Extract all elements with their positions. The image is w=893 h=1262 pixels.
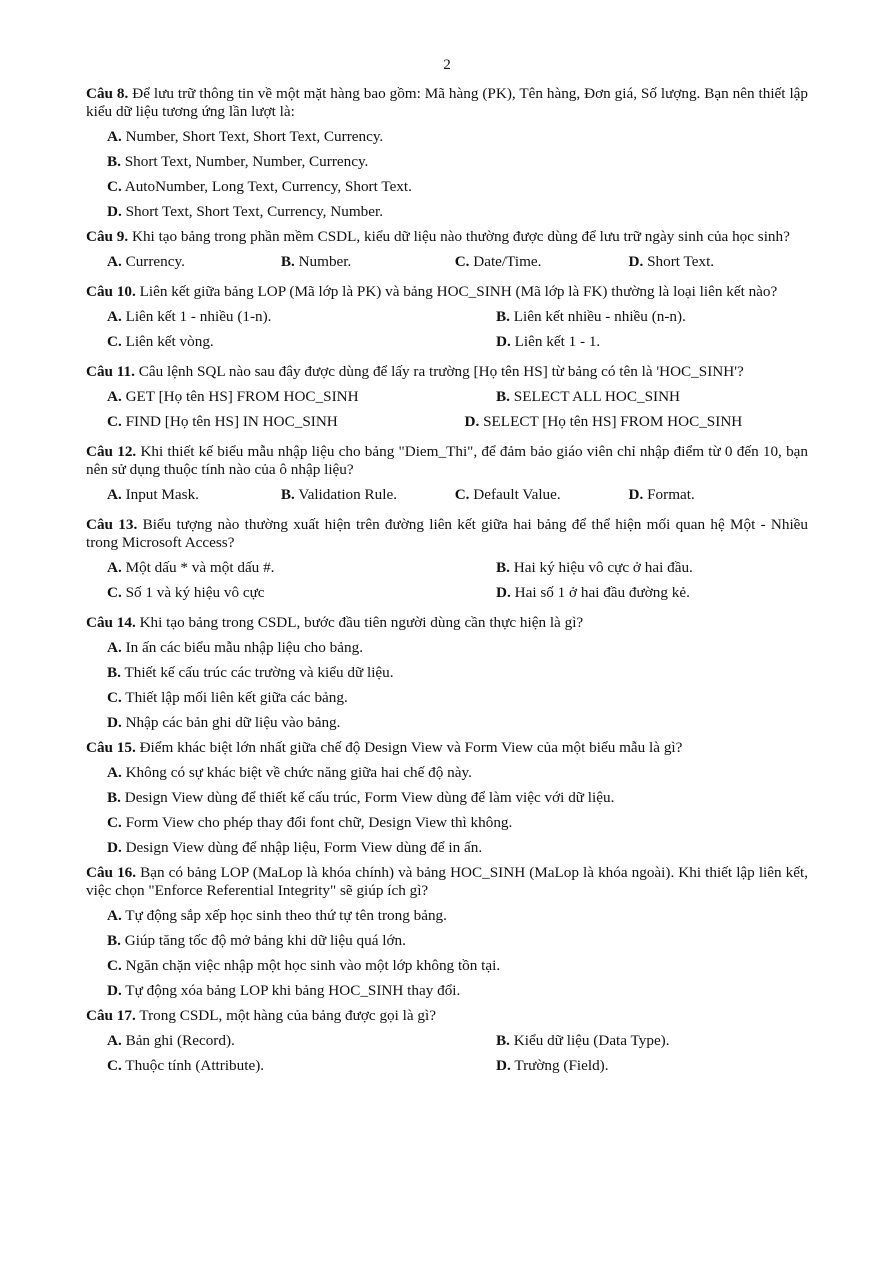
option-text: In ấn các biểu mẫu nhập liệu cho bảng.: [125, 639, 363, 656]
page-number: 2: [443, 56, 451, 73]
question-stem: [86, 739, 808, 757]
option-label: C.: [107, 413, 122, 430]
question-stem: [86, 85, 808, 121]
option-text: Currency.: [125, 253, 185, 270]
option-label: D.: [496, 584, 511, 601]
option-b: [107, 153, 808, 171]
option-d: [496, 333, 797, 351]
option-label: C.: [107, 689, 122, 706]
question-label: Câu 12.: [86, 443, 137, 460]
question-text: Khi tạo bảng trong phần mềm CSDL, kiểu dữ liệu nào thường được dùng để lưu trữ ngày sinh của học sinh?: [132, 228, 790, 245]
option-label: C.: [107, 957, 122, 974]
option-text: SELECT ALL HOC_SINH: [513, 388, 681, 405]
option-b: [496, 308, 797, 326]
option-text: Tự động sắp xếp học sinh theo thứ tự tên trong bảng.: [125, 907, 447, 924]
option-a: [107, 559, 496, 577]
option-label: B.: [107, 664, 121, 681]
option-label: C.: [107, 584, 122, 601]
question-15: [86, 739, 808, 857]
question-12: [86, 443, 808, 511]
option-text: Input Mask.: [125, 486, 199, 503]
option-d: [107, 982, 808, 1000]
option-d: [496, 584, 797, 602]
option-label: D.: [628, 486, 644, 503]
question-label: Câu 13.: [86, 516, 138, 533]
option-label: D.: [107, 714, 122, 731]
option-a: [107, 253, 281, 271]
option-label: B.: [280, 253, 295, 270]
option-text: Nhập các bản ghi dữ liệu vào bảng.: [125, 714, 341, 731]
question-17: [86, 1007, 808, 1082]
option-label: B.: [107, 153, 121, 170]
option-a: [107, 764, 808, 782]
option-text: AutoNumber, Long Text, Currency, Short Text.: [124, 178, 412, 195]
option-a: [107, 639, 808, 657]
option-text: Date/Time.: [473, 253, 542, 270]
option-d: [465, 413, 801, 431]
option-a: [107, 308, 496, 326]
option-c: [107, 178, 808, 196]
option-text: Trường (Field).: [514, 1057, 609, 1074]
option-text: Không có sự khác biệt về chức năng giữa hai chế độ này.: [125, 764, 472, 781]
option-label: A.: [107, 907, 122, 924]
answer-options: [107, 308, 808, 358]
option-label: A.: [107, 128, 122, 145]
option-label: A.: [107, 486, 122, 503]
option-d: [496, 1057, 797, 1075]
option-label: B.: [496, 559, 510, 576]
option-text: Hai ký hiệu vô cực ở hai đầu.: [513, 559, 693, 576]
question-stem: [86, 228, 808, 246]
option-label: D.: [107, 982, 122, 999]
option-text: Ngăn chặn việc nhập một học sinh vào một lớp không tồn tại.: [125, 957, 501, 974]
question-13: [86, 516, 808, 609]
question-16: [86, 864, 808, 1000]
option-a: [107, 128, 808, 146]
question-text: Trong CSDL, một hàng của bảng được gọi là gì?: [139, 1007, 436, 1024]
question-stem: [86, 1007, 808, 1025]
option-text: SELECT [Họ tên HS] FROM HOC_SINH: [483, 413, 743, 430]
option-c: [107, 584, 496, 602]
question-label: Câu 14.: [86, 614, 136, 631]
option-a: [107, 1032, 496, 1050]
option-text: Form View cho phép thay đổi font chữ, Design View thì không.: [125, 814, 513, 831]
option-label: B.: [496, 388, 510, 405]
option-a: [107, 907, 808, 925]
option-text: Bản ghi (Record).: [125, 1032, 235, 1049]
question-text: Để lưu trữ thông tin về một mặt hàng bao gồm: Mã hàng (PK), Tên hàng, Đơn giá, Số lượng. Bạn nên thiết lập kiểu dữ liệu tương ứng lần lượt là:: [86, 85, 808, 120]
option-text: Design View dùng để thiết kế cấu trúc, Form View dùng để làm việc với dữ liệu.: [124, 789, 615, 806]
question-stem: [86, 614, 808, 632]
option-label: B.: [107, 789, 121, 806]
question-label: Câu 9.: [86, 228, 129, 245]
option-label: C.: [107, 178, 122, 195]
answer-options: [107, 128, 808, 221]
option-text: Thiết kế cấu trúc các trường và kiểu dữ liệu.: [124, 664, 394, 681]
answer-options: [107, 253, 808, 278]
option-label: B.: [280, 486, 295, 503]
option-label: D.: [496, 333, 511, 350]
answer-options: [107, 639, 808, 732]
option-label: B.: [496, 1032, 510, 1049]
answer-options: [107, 486, 808, 511]
answer-options: [107, 907, 808, 1000]
option-text: Short Text.: [647, 253, 715, 270]
question-text: Khi thiết kế biểu mẫu nhập liệu cho bảng "Diem_Thi", để đảm bảo giáo viên chỉ nhập điểm từ 0 đến 10, bạn nên sử dụng thuộc tính nào của ô nhập liệu?: [86, 443, 809, 478]
option-b: [496, 388, 797, 406]
option-c: [455, 486, 629, 504]
option-text: Short Text, Number, Number, Currency.: [124, 153, 369, 170]
option-text: Thuộc tính (Attribute).: [125, 1057, 265, 1074]
option-text: Hai số 1 ở hai đầu đường kẻ.: [514, 584, 690, 601]
option-text: Design View dùng để nhập liệu, Form View dùng để in ấn.: [125, 839, 483, 856]
question-label: Câu 8.: [86, 85, 129, 102]
option-text: Format.: [647, 486, 695, 503]
option-b: [107, 664, 808, 682]
question-text: Bạn có bảng LOP (MaLop là khóa chính) và bảng HOC_SINH (MaLop là khóa ngoài). Khi thiết lập liên kết, việc chọn "Enforce Referential Integrity" sẽ giúp ích gì?: [86, 864, 808, 899]
question-stem: [86, 864, 808, 900]
question-stem: [86, 283, 808, 301]
option-b: [281, 253, 455, 271]
option-b: [496, 559, 797, 577]
option-label: A.: [107, 308, 122, 325]
option-label: D.: [496, 1057, 511, 1074]
option-text: Short Text, Short Text, Currency, Number.: [125, 203, 383, 220]
question-11: [86, 363, 808, 438]
option-label: A.: [107, 559, 122, 576]
question-14: [86, 614, 808, 732]
option-c: [107, 957, 808, 975]
option-label: A.: [107, 639, 122, 656]
option-d: [107, 203, 808, 221]
option-text: Liên kết vòng.: [125, 333, 214, 350]
option-text: Kiểu dữ liệu (Data Type).: [513, 1032, 670, 1049]
option-b: [107, 932, 808, 950]
question-label: Câu 11.: [86, 363, 135, 380]
option-c: [107, 333, 496, 351]
option-label: A.: [107, 1032, 122, 1049]
option-label: D.: [464, 413, 480, 430]
question-text: Khi tạo bảng trong CSDL, bước đầu tiên người dùng cần thực hiện là gì?: [139, 614, 584, 631]
option-text: Số 1 và ký hiệu vô cực: [125, 584, 265, 601]
option-c: [107, 814, 808, 832]
question-label: Câu 10.: [86, 283, 136, 300]
option-label: C.: [107, 333, 122, 350]
question-text: Biểu tượng nào thường xuất hiện trên đường liên kết giữa hai bảng để thể hiện mối quan hệ Một - Nhiều trong Microsoft Access?: [86, 516, 809, 551]
option-label: D.: [107, 839, 122, 856]
question-label: Câu 17.: [86, 1007, 136, 1024]
option-a: [107, 388, 496, 406]
option-text: Liên kết nhiều - nhiều (n-n).: [513, 308, 686, 325]
document-page: [86, 56, 808, 1087]
question-stem: [86, 443, 808, 479]
option-label: B.: [107, 932, 121, 949]
option-label: C.: [454, 253, 470, 270]
option-label: A.: [107, 388, 122, 405]
question-text: Điểm khác biệt lớn nhất giữa chế độ Design View và Form View của một biểu mẫu là gì?: [139, 739, 683, 756]
option-d: [629, 486, 803, 504]
option-label: C.: [454, 486, 470, 503]
option-c: [107, 1057, 496, 1075]
option-text: Validation Rule.: [298, 486, 398, 503]
option-text: Giúp tăng tốc độ mở bảng khi dữ liệu quá lớn.: [124, 932, 406, 949]
option-label: C.: [107, 1057, 122, 1074]
question-9: [86, 228, 808, 278]
option-text: FIND [Họ tên HS] IN HOC_SINH: [125, 413, 338, 430]
question-stem: [86, 516, 808, 552]
option-text: Một dấu * và một dấu #.: [125, 559, 275, 576]
option-d: [107, 839, 808, 857]
option-text: Liên kết 1 - nhiều (1-n).: [125, 308, 272, 325]
option-label: A.: [107, 253, 122, 270]
option-text: Number.: [298, 253, 352, 270]
option-a: [107, 486, 281, 504]
option-d: [107, 714, 808, 732]
option-b: [496, 1032, 797, 1050]
option-label: A.: [107, 764, 122, 781]
question-text: Câu lệnh SQL nào sau đây được dùng để lấy ra trường [Họ tên HS] từ bảng có tên là 'HOC_SINH'?: [138, 363, 744, 380]
option-d: [629, 253, 803, 271]
option-b: [281, 486, 455, 504]
answer-options: [107, 388, 808, 438]
question-label: Câu 15.: [86, 739, 136, 756]
option-b: [107, 789, 808, 807]
question-text: Liên kết giữa bảng LOP (Mã lớp là PK) và bảng HOC_SINH (Mã lớp là FK) thường là loại liên kết nào?: [139, 283, 778, 300]
option-c: [107, 689, 808, 707]
answer-options: [107, 764, 808, 857]
answer-options: [107, 559, 808, 609]
option-c: [107, 413, 465, 431]
option-label: D.: [628, 253, 644, 270]
option-label: D.: [107, 203, 122, 220]
option-text: Default Value.: [473, 486, 561, 503]
option-text: Tự động xóa bảng LOP khi bảng HOC_SINH thay đổi.: [125, 982, 461, 999]
question-label: Câu 16.: [86, 864, 137, 881]
option-label: B.: [496, 308, 510, 325]
question-10: [86, 283, 808, 358]
option-text: Thiết lập mối liên kết giữa các bảng.: [125, 689, 348, 706]
option-text: Number, Short Text, Short Text, Currency.: [125, 128, 384, 145]
option-text: GET [Họ tên HS] FROM HOC_SINH: [125, 388, 359, 405]
option-label: C.: [107, 814, 122, 831]
option-text: Liên kết 1 - 1.: [514, 333, 601, 350]
question-8: [86, 85, 808, 221]
option-c: [455, 253, 629, 271]
question-stem: [86, 363, 808, 381]
answer-options: [107, 1032, 808, 1082]
